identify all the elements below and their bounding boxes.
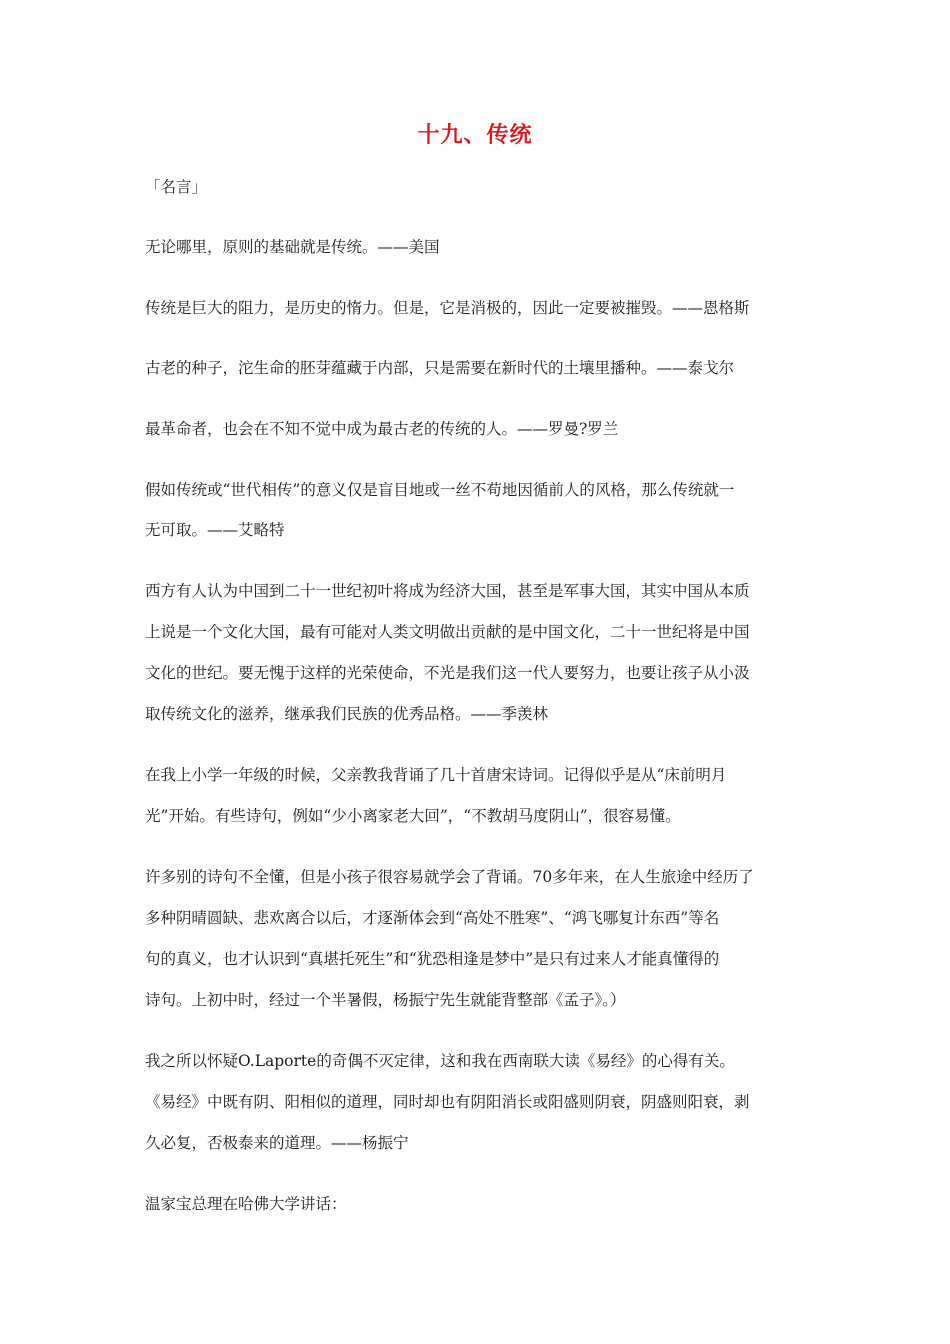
quote-line: 上说是一个文化大国，最有可能对人类文明做出贡献的是中国文化，二十一世纪将是中国 (145, 623, 750, 641)
quote-line: 许多别的诗句不全懂，但是小孩子很容易就学会了背诵。70多年来，在人生旅途中经历了 (145, 868, 754, 886)
quote-line: 取传统文化的滋养，继承我们民族的优秀品格。——季羡林 (145, 705, 549, 723)
quote-line: 温家宝总理在哈佛大学讲话： (145, 1195, 347, 1213)
section-label: 「名言」 (145, 178, 208, 196)
quote-line: 我之所以怀疑O.Laporte的奇偶不灭定律，这和我在西南联大读《易经》的心得有关。 (145, 1052, 735, 1070)
quote-line: 久必复，否极泰来的道理。——杨振宁 (145, 1134, 409, 1152)
quote-line: 无论哪里，原则的基础就是传统。——美国 (145, 238, 440, 256)
quote-line: 古老的种子，沱生命的胚芽蕴藏于内部，只是需要在新时代的土壤里播种。——泰戈尔 (145, 359, 735, 377)
quote-line: 西方有人认为中国到二十一世纪初叶将成为经济大国，甚至是军事大国，其实中国从本质 (145, 582, 750, 600)
quote-line: 在我上小学一年级的时候，父亲教我背诵了几十首唐宋诗词。记得似乎是从“床前明月 (145, 766, 727, 784)
page-title: 十九、传统 (417, 123, 533, 148)
quote-line: 多种阴晴圆缺、悲欢离合以后，才逐渐体会到“高处不胜寒”、“鸿飞哪复计东西”等名 (145, 909, 720, 927)
quote-line: 假如传统或“世代相传”的意义仅是盲目地或一丝不苟地因循前人的风格，那么传统就一 (145, 481, 735, 499)
quote-line: 传统是巨大的阻力，是历史的惰力。但是，它是消极的，因此一定要被摧毁。——恩格斯 (145, 299, 750, 317)
quote-line: 诗句。上初中时，经过一个半暑假，杨振宁先生就能背整部《孟子》。） (145, 991, 626, 1009)
quote-line: 句的真义，也才认识到“真堪托死生”和“犹恐相逢是梦中”是只有过来人才能真懂得的 (145, 950, 720, 968)
quote-line: 光”开始。有些诗句，例如“少小离家老大回”，“不教胡马度阴山”，很容易懂。 (145, 807, 681, 825)
quote-line: 无可取。——艾略特 (145, 521, 285, 539)
quote-line: 文化的世纪。要无愧于这样的光荣使命，不光是我们这一代人要努力，也要让孩子从小汲 (145, 664, 750, 682)
quote-line: 《易经》中既有阴、阳相似的道理，同时却也有阴阳消长或阳盛则阴衰，阴盛则阳衰，剥 (145, 1093, 750, 1111)
quote-line: 最革命者，也会在不知不觉中成为最古老的传统的人。——罗曼?罗兰 (145, 420, 619, 438)
